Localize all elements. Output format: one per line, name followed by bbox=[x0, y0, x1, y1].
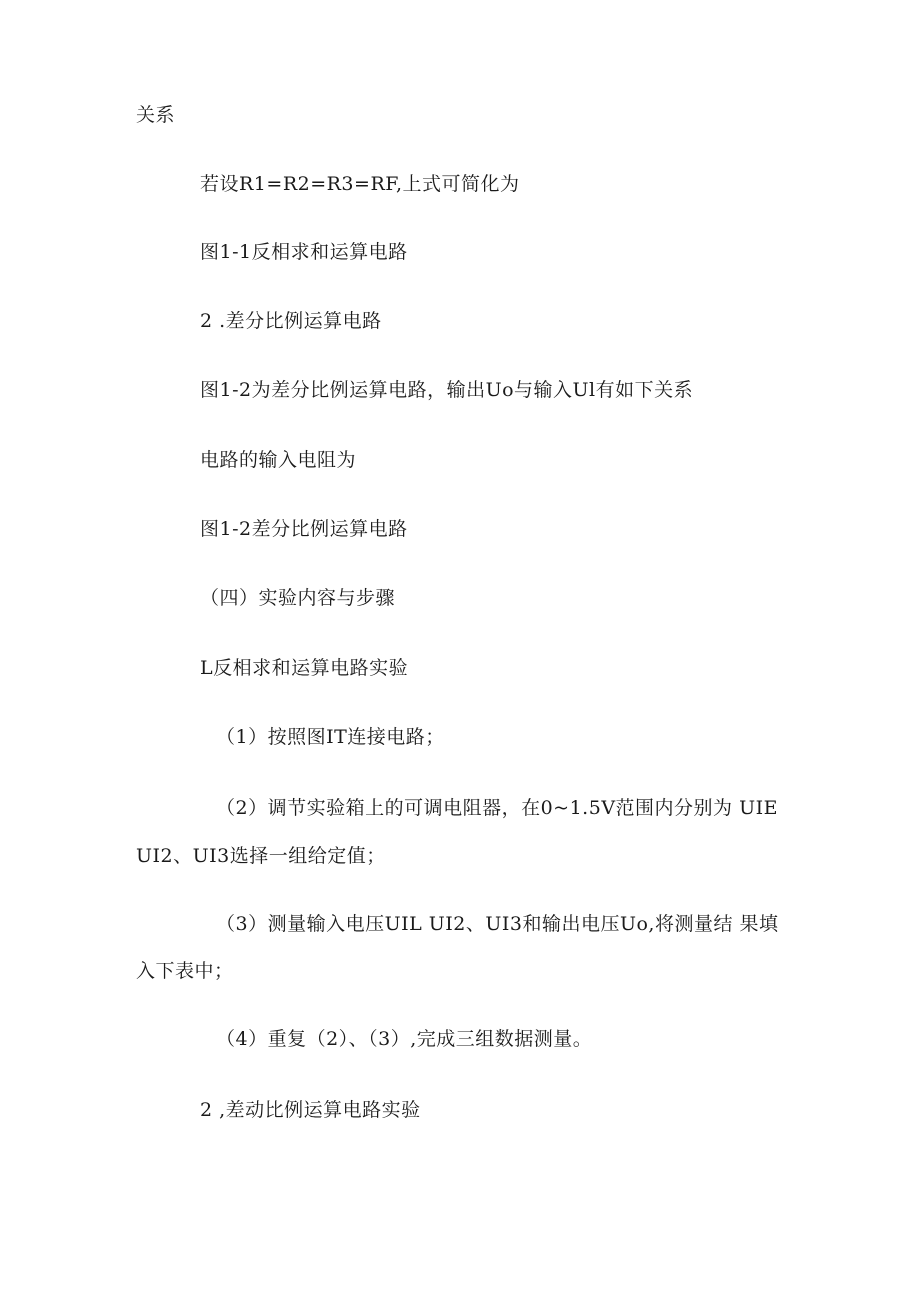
subsection-heading-summing: L反相求和运算电路实验 bbox=[200, 657, 409, 679]
text-line-simplify: 若设R1=R2=R3=RF,上式可简化为 bbox=[200, 173, 520, 195]
section-heading-procedure: （四）实验内容与步骤 bbox=[200, 587, 396, 609]
step-2: （2）调节实验箱上的可调电阻器，在0~1.5V范围内分别为 UIE bbox=[216, 797, 778, 819]
text-line-relation: 关系 bbox=[136, 104, 176, 126]
step-1: （1）按照图IT连接电路； bbox=[216, 726, 445, 748]
figure-caption-1-1: 图1-1反相求和运算电路 bbox=[200, 241, 408, 263]
section-heading-differential: 2 .差分比例运算电路 bbox=[200, 310, 382, 332]
text-line-output-relation: 图1-2为差分比例运算电路，输出Uo与输入Ul有如下关系 bbox=[200, 379, 694, 401]
step-3-continued: 入下表中； bbox=[136, 960, 234, 982]
figure-caption-1-2: 图1-2差分比例运算电路 bbox=[200, 518, 408, 540]
text-line-input-resistance: 电路的输入电阻为 bbox=[200, 449, 357, 471]
step-2-continued: UI2、UI3选择一组给定值； bbox=[136, 845, 386, 867]
step-3: （3）测量输入电压UIL UI2、UI3和输出电压Uo,将测量结 果填 bbox=[216, 913, 779, 935]
subsection-heading-differential-experiment: 2 ,差动比例运算电路实验 bbox=[200, 1099, 421, 1121]
step-4: （4）重复（2）、（3）,完成三组数据测量。 bbox=[216, 1028, 593, 1050]
